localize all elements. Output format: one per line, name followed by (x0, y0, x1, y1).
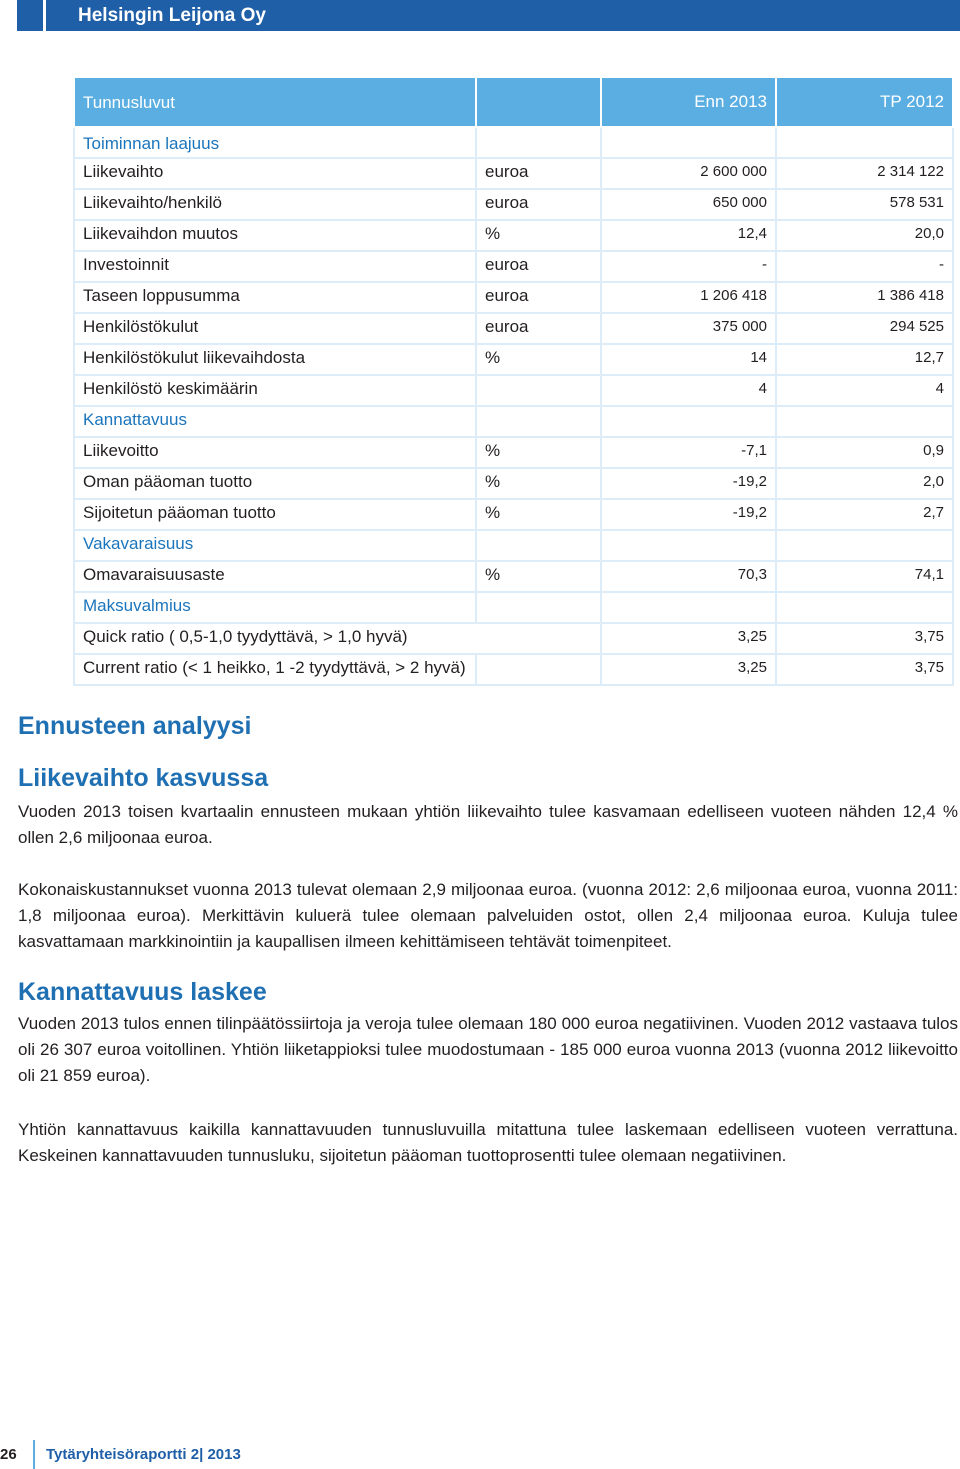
analysis-title: Ennusteen analyysi (18, 712, 252, 740)
section-label: Toiminnan laajuus (74, 127, 476, 158)
row-label: Liikevaihdon muutos (74, 220, 476, 251)
row-label: Sijoitetun pääoman tuotto (74, 499, 476, 530)
value-2012 (776, 530, 953, 561)
row-unit: euroa (476, 158, 601, 189)
table-row (74, 251, 953, 282)
table-row (74, 189, 953, 220)
value-2012: 4 (776, 375, 953, 406)
value-2012: 578 531 (776, 189, 953, 220)
row-label: Liikevaihto/henkilö (74, 189, 476, 220)
value-2012: 294 525 (776, 313, 953, 344)
row-label: Henkilöstökulut (74, 313, 476, 344)
value-2013: 650 000 (601, 189, 776, 220)
footer-divider (33, 1440, 35, 1469)
value-2013: 2 600 000 (601, 158, 776, 189)
value-2013: 3,25 (601, 623, 776, 654)
value-2013: -19,2 (601, 468, 776, 499)
row-label: Henkilöstökulut liikevaihdosta (74, 344, 476, 375)
table-row (74, 344, 953, 375)
value-2012: 1 386 418 (776, 282, 953, 313)
value-2013: 12,4 (601, 220, 776, 251)
row-unit: % (476, 220, 601, 251)
table-row (74, 468, 953, 499)
row-unit: % (476, 344, 601, 375)
value-2013 (601, 127, 776, 158)
value-2013: - (601, 251, 776, 282)
header-bar (0, 0, 960, 31)
section-row (74, 530, 953, 561)
value-2012: - (776, 251, 953, 282)
row-unit: % (476, 468, 601, 499)
value-2012: 0,9 (776, 437, 953, 468)
section-row (74, 406, 953, 437)
row-unit: euroa (476, 282, 601, 313)
row-label: Liikevoitto (74, 437, 476, 468)
value-2012: 20,0 (776, 220, 953, 251)
value-2012: 3,75 (776, 623, 953, 654)
value-2013 (601, 530, 776, 561)
header-square (17, 0, 43, 31)
header-unit (476, 77, 601, 127)
section-title-profitability: Kannattavuus laskee (18, 978, 267, 1006)
kpi-table (73, 76, 954, 686)
section-label: Kannattavuus (74, 406, 476, 437)
table-row (74, 499, 953, 530)
company-name: Helsingin Leijona Oy (78, 5, 266, 26)
row-unit: euroa (476, 313, 601, 344)
row-label: Omavaraisuusaste (74, 561, 476, 592)
row-unit: euroa (476, 189, 601, 220)
value-2012: 2,7 (776, 499, 953, 530)
value-2013: 4 (601, 375, 776, 406)
row-unit (476, 530, 601, 561)
value-2013: 3,25 (601, 654, 776, 685)
value-2012 (776, 127, 953, 158)
section-label: Vakavaraisuus (74, 530, 476, 561)
row-unit: % (476, 561, 601, 592)
table-row (74, 313, 953, 344)
table-row (74, 654, 953, 685)
row-label: Oman pääoman tuotto (74, 468, 476, 499)
paragraph-revenue-1: Vuoden 2013 toisen kvartaalin ennusteen mukaan yhtiön liikevaihto tulee kasvamaan edelliseen vuoteen nähden 12,4 % ollen 2,6 miljoonaa euroa. (18, 802, 958, 847)
value-2013: 70,3 (601, 561, 776, 592)
value-2013 (601, 592, 776, 623)
row-label: Quick ratio ( 0,5-1,0 tyydyttävä, > 1,0 hyvä) (74, 623, 601, 654)
table-row (74, 623, 953, 654)
row-unit (476, 127, 601, 158)
value-2013: -7,1 (601, 437, 776, 468)
row-label: Current ratio (< 1 heikko, 1 -2 tyydyttävä, > 2 hyvä) (74, 654, 476, 685)
value-2013: 14 (601, 344, 776, 375)
section-row (74, 592, 953, 623)
table-row (74, 375, 953, 406)
value-2012: 2,0 (776, 468, 953, 499)
row-unit: % (476, 437, 601, 468)
value-2013 (601, 406, 776, 437)
value-2012: 3,75 (776, 654, 953, 685)
row-label: Liikevaihto (74, 158, 476, 189)
row-unit: euroa (476, 251, 601, 282)
row-unit (476, 375, 601, 406)
section-row (74, 127, 953, 158)
value-2012: 12,7 (776, 344, 953, 375)
row-unit (476, 406, 601, 437)
page-number: 26 (0, 1446, 17, 1463)
paragraph-profitability-1: Vuoden 2013 tulos ennen tilinpäätössiirtoja ja veroja tulee olemaan 180 000 euroa negatiivinen. Vuoden 2012 vastaava tulos oli 26 307 euroa voitollinen. Yhtiön liiketappioksi tulee muodostumaan - 185 000 euroa vuonna 2013 (vuonna 2012 liikevoitto oli 21 859 euroa). (18, 1014, 958, 1085)
value-2013: 1 206 418 (601, 282, 776, 313)
value-2013: 375 000 (601, 313, 776, 344)
row-unit (476, 592, 601, 623)
table-header-row (74, 77, 953, 127)
value-2012: 74,1 (776, 561, 953, 592)
report-title: Tytäryhteisöraportti 2| 2013 (46, 1446, 241, 1463)
paragraph-profitability-2: Yhtiön kannattavuus kaikilla kannattavuuden tunnusluvuilla mitattuna tulee laskemaan edelliseen vuoteen verrattuna. Keskeinen kannattavuuden tunnusluku, sijoitetun pääoman tuottoprosentti tulee olemaan negatiivinen. (18, 1120, 958, 1165)
table-row (74, 158, 953, 189)
paragraph-revenue-2: Kokonaiskustannukset vuonna 2013 tulevat olemaan 2,9 miljoonaa euroa. (vuonna 2012: 2,6 miljoonaa euroa, vuonna 2011: 1,8 miljoonaa euroa). Merkittävin kuluerä tulee olemaan palveluiden ostot, ollen 2,4 miljoonaa euroa. Kuluja tulee kasvattamaan markkinointiin ja kaupallisen ilmeen kehittämiseen tehtävät toimenpiteet. (18, 880, 958, 951)
section-label: Maksuvalmius (74, 592, 476, 623)
row-label: Henkilöstö keskimäärin (74, 375, 476, 406)
row-unit (476, 654, 601, 685)
header-2012: TP 2012 (776, 77, 953, 127)
value-2012 (776, 592, 953, 623)
header-label: Tunnusluvut (74, 77, 476, 127)
table-row (74, 561, 953, 592)
row-unit: % (476, 499, 601, 530)
table-row (74, 220, 953, 251)
table-row (74, 282, 953, 313)
row-label: Taseen loppusumma (74, 282, 476, 313)
row-label: Investoinnit (74, 251, 476, 282)
table-row (74, 437, 953, 468)
header-2013: Enn 2013 (601, 77, 776, 127)
value-2012 (776, 406, 953, 437)
value-2013: -19,2 (601, 499, 776, 530)
kpi-table-body (74, 127, 953, 685)
value-2012: 2 314 122 (776, 158, 953, 189)
section-title-revenue: Liikevaihto kasvussa (18, 764, 269, 792)
